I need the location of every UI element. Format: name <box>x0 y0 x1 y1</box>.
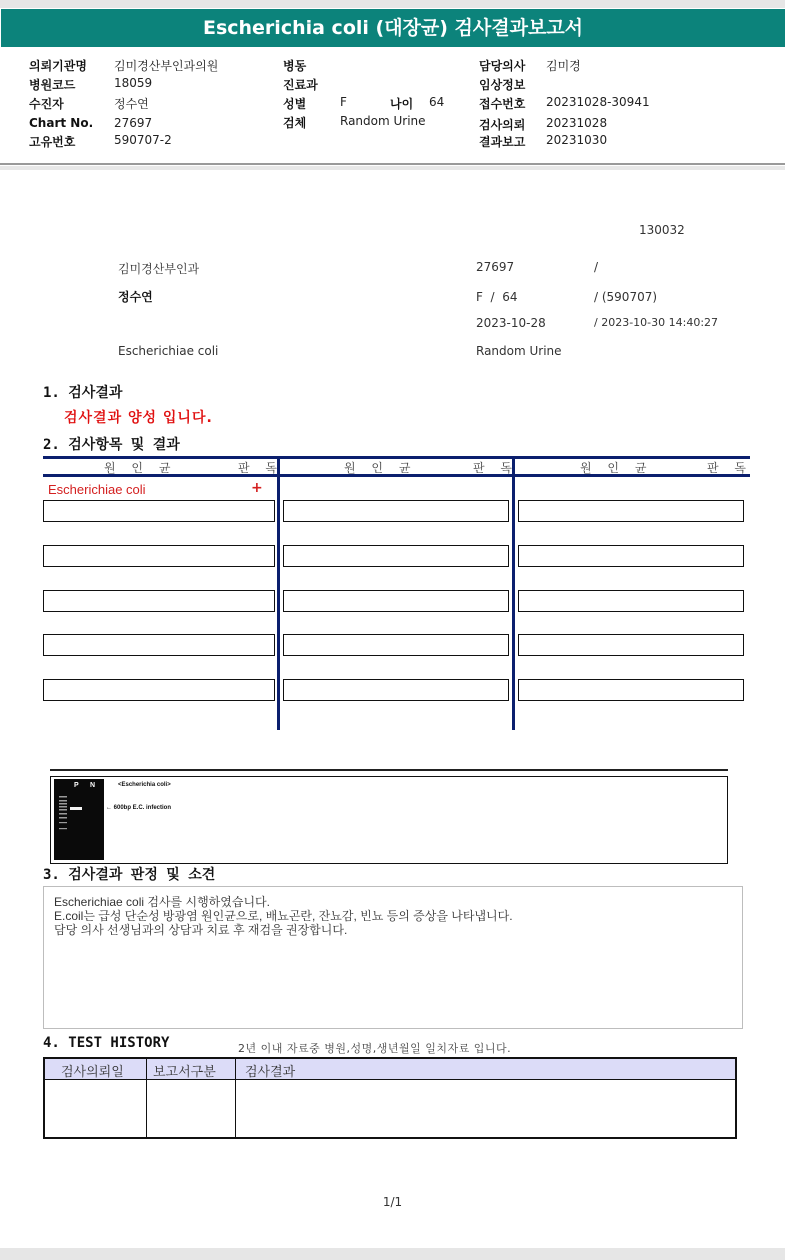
value-chart-no: 27697 <box>114 116 153 130</box>
header-divider-shadow <box>0 166 785 170</box>
result-slot <box>283 500 509 522</box>
result-slot <box>43 634 275 656</box>
result-slot <box>283 679 509 701</box>
section-4-title: 4. TEST HISTORY <box>43 1035 170 1051</box>
section-2-title: 2. 검사항목 및 결과 <box>43 437 180 453</box>
history-col-result: 검사결과 <box>245 1065 296 1080</box>
comment-line: E.coil는 급성 단순성 방광염 원인균으로, 배뇨곤란, 잔뇨감, 빈뇨 등의 증상을 나타냅니다. <box>54 909 513 923</box>
summary-sex-age: F / 64 <box>476 290 518 304</box>
report-code: 130032 <box>639 223 685 237</box>
history-table <box>43 1057 737 1139</box>
summary-clinic: 김미경산부인과 <box>118 262 200 276</box>
summary-patient: 정수연 <box>118 290 153 304</box>
gel-lane-n: N <box>90 782 96 789</box>
label-ward: 병동 <box>283 59 307 73</box>
page-number: 1/1 <box>382 1195 403 1209</box>
col-judgement-2: 판 독 <box>473 461 518 475</box>
positive-result-text: 검사결과 양성 입니다. <box>64 410 213 426</box>
summary-birth: / (590707) <box>594 290 658 304</box>
label-receipt-no: 접수번호 <box>479 97 526 111</box>
header-divider <box>0 163 785 165</box>
value-hospital-code: 18059 <box>114 76 153 90</box>
value-requesting-clinic: 김미경산부인과의원 <box>114 59 219 73</box>
label-chart-no: Chart No. <box>29 116 94 130</box>
col-organism-1: 원 인 균 <box>104 461 177 475</box>
value-sex: F <box>340 95 347 109</box>
value-report-date: 20231030 <box>546 133 608 147</box>
col-judgement-3: 판 독 <box>707 461 752 475</box>
comment-line: Escherichiae coli 검사를 시행하였습니다. <box>54 895 270 909</box>
value-request-date: 20231028 <box>546 116 608 130</box>
history-col-request-date: 검사의뢰일 <box>61 1065 124 1080</box>
gel-top-rule <box>50 769 728 771</box>
result-slot <box>518 634 744 656</box>
value-receipt-no: 20231028-30941 <box>546 95 650 109</box>
label-specimen: 검체 <box>283 116 307 130</box>
gel-band-label: ← 600bp E.C. infection <box>106 805 172 811</box>
value-unique-no: 590707-2 <box>114 133 172 147</box>
summary-test-name: Escherichiae coli <box>118 344 219 358</box>
label-clinical-info: 임상정보 <box>479 78 526 92</box>
gel-bands-graphic <box>54 779 104 860</box>
report-title: Escherichia coli (대장균) 검사결과보고서 <box>1 9 785 47</box>
gel-electrophoresis-image <box>54 779 104 860</box>
summary-date-received: 2023-10-28 <box>476 316 546 330</box>
section-1-title: 1. 검사결과 <box>43 385 123 401</box>
summary-chart-no: 27697 <box>476 260 515 274</box>
bottom-bar <box>0 1248 785 1260</box>
gel-caption: <Escherichia coli> <box>118 782 171 788</box>
result-slot <box>518 500 744 522</box>
label-unique-no: 고유번호 <box>29 135 76 149</box>
result-slot <box>43 590 275 612</box>
result-slot <box>283 545 509 567</box>
result-slot <box>283 634 509 656</box>
result-slot <box>518 679 744 701</box>
result-slot <box>518 545 744 567</box>
col-organism-3: 원 인 균 <box>580 461 653 475</box>
label-department: 진료과 <box>283 78 318 92</box>
value-specimen: Random Urine <box>340 114 426 128</box>
history-col-report-type: 보고서구분 <box>153 1065 216 1080</box>
comment-line: 담당 의사 선생님과의 상담과 치료 후 재검을 권장합니다. <box>54 923 348 937</box>
result-slot <box>283 590 509 612</box>
table-col-divider-2 <box>512 456 515 730</box>
label-age: 나이 <box>390 97 414 111</box>
gel-lane-p: P <box>74 782 79 789</box>
label-report-date: 결과보고 <box>479 135 526 149</box>
value-doctor: 김미경 <box>546 59 581 73</box>
findings-comment-box <box>43 886 743 1029</box>
gel-image-frame <box>50 776 728 864</box>
value-patient: 정수연 <box>114 97 149 111</box>
label-patient: 수진자 <box>29 97 64 111</box>
label-requesting-clinic: 의뢰기관명 <box>29 59 87 73</box>
label-doctor: 담당의사 <box>479 59 526 73</box>
top-bar <box>0 0 785 8</box>
label-request-date: 검사의뢰 <box>479 118 526 132</box>
label-sex: 성별 <box>283 97 307 111</box>
col-judgement-1: 판 독 <box>238 461 283 475</box>
organism-name: Escherichiae coli <box>48 482 146 497</box>
result-slot <box>43 500 275 522</box>
result-slot <box>518 590 744 612</box>
summary-specimen: Random Urine <box>476 344 562 358</box>
section-3-title: 3. 검사결과 판정 및 소견 <box>43 867 216 883</box>
col-organism-2: 원 인 균 <box>344 461 417 475</box>
result-slot <box>43 679 275 701</box>
value-age: 64 <box>429 95 445 109</box>
organism-result: + <box>251 480 263 496</box>
history-note: 2년 이내 자료중 병원,성명,생년월일 일치자료 입니다. <box>238 1042 512 1055</box>
result-slot <box>43 545 275 567</box>
table-col-divider-1 <box>277 456 280 730</box>
summary-date-reported: / 2023-10-30 14:40:27 <box>594 316 719 329</box>
summary-separator: / <box>594 260 599 274</box>
label-hospital-code: 병원코드 <box>29 78 76 92</box>
